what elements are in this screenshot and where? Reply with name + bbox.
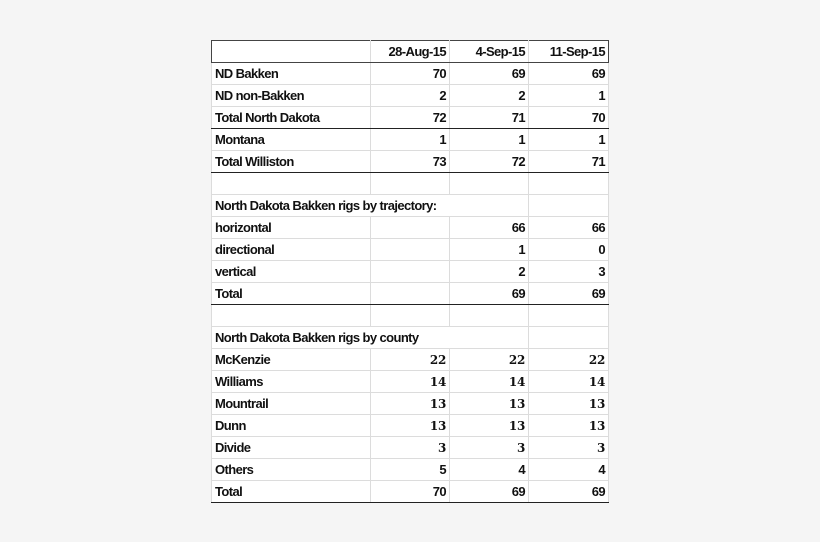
row-value: 5 <box>371 459 450 481</box>
row-value: 13 <box>529 393 609 415</box>
header-date-1: 28-Aug-15 <box>371 41 450 63</box>
row-value: 71 <box>450 107 529 129</box>
table-row-total <box>212 481 609 503</box>
table-row-total <box>212 107 609 129</box>
row-value: 3 <box>450 437 529 459</box>
rig-count-table <box>211 40 609 503</box>
row-value: 66 <box>529 217 609 239</box>
row-value: 13 <box>450 393 529 415</box>
header-row <box>212 41 609 63</box>
row-label: ND non-Bakken <box>212 85 371 107</box>
row-value: 14 <box>371 371 450 393</box>
row-value: 14 <box>450 371 529 393</box>
row-label: Divide <box>212 437 371 459</box>
row-label: Total North Dakota <box>212 107 371 129</box>
table-row <box>212 217 609 239</box>
row-value: 2 <box>450 261 529 283</box>
table-row <box>212 393 609 415</box>
row-value <box>371 239 450 261</box>
row-label: horizontal <box>212 217 371 239</box>
row-label: Total Williston <box>212 151 371 173</box>
row-value: 1 <box>450 129 529 151</box>
row-label: Montana <box>212 129 371 151</box>
table-row-total <box>212 283 609 305</box>
row-value: 70 <box>371 63 450 85</box>
row-value: 69 <box>450 283 529 305</box>
row-label: Mountrail <box>212 393 371 415</box>
row-value: 4 <box>529 459 609 481</box>
row-value: 72 <box>371 107 450 129</box>
row-value: 2 <box>450 85 529 107</box>
row-value: 13 <box>371 415 450 437</box>
spacer-row <box>212 305 609 327</box>
row-value: 1 <box>371 129 450 151</box>
row-label: McKenzie <box>212 349 371 371</box>
row-value: 14 <box>529 371 609 393</box>
row-value: 3 <box>529 437 609 459</box>
table-row <box>212 437 609 459</box>
row-value: 66 <box>450 217 529 239</box>
row-value: 0 <box>529 239 609 261</box>
table-row <box>212 129 609 151</box>
row-value: 72 <box>450 151 529 173</box>
row-label: Williams <box>212 371 371 393</box>
row-label: Total <box>212 481 371 503</box>
row-value: 22 <box>371 349 450 371</box>
section-title-row <box>212 327 609 349</box>
table-row-total <box>212 151 609 173</box>
row-label: Total <box>212 283 371 305</box>
row-value: 4 <box>450 459 529 481</box>
table-row <box>212 239 609 261</box>
row-value: 3 <box>371 437 450 459</box>
row-value: 1 <box>450 239 529 261</box>
table-row <box>212 415 609 437</box>
table-row <box>212 459 609 481</box>
row-value <box>371 261 450 283</box>
row-value: 22 <box>450 349 529 371</box>
spacer-row <box>212 173 609 195</box>
row-value: 13 <box>371 393 450 415</box>
table-row <box>212 63 609 85</box>
row-value: 70 <box>371 481 450 503</box>
row-value: 69 <box>450 63 529 85</box>
table-row <box>212 371 609 393</box>
header-corner-cell <box>212 41 371 63</box>
section-title-row <box>212 195 609 217</box>
rig-count-table-sheet <box>211 40 608 503</box>
row-value: 1 <box>529 129 609 151</box>
row-value: 69 <box>529 63 609 85</box>
row-value: 70 <box>529 107 609 129</box>
table-row <box>212 85 609 107</box>
row-value: 22 <box>529 349 609 371</box>
row-value: 69 <box>450 481 529 503</box>
row-value: 13 <box>529 415 609 437</box>
row-value: 69 <box>529 283 609 305</box>
table-row <box>212 261 609 283</box>
row-value: 13 <box>450 415 529 437</box>
county-section-title: North Dakota Bakken rigs by county <box>212 327 529 349</box>
row-value: 69 <box>529 481 609 503</box>
trajectory-section-title: North Dakota Bakken rigs by trajectory: <box>212 195 529 217</box>
table-row <box>212 349 609 371</box>
row-value <box>371 217 450 239</box>
row-label: Others <box>212 459 371 481</box>
row-value: 1 <box>529 85 609 107</box>
row-label: ND Bakken <box>212 63 371 85</box>
header-date-2: 4-Sep-15 <box>450 41 529 63</box>
row-value <box>371 283 450 305</box>
header-date-3: 11-Sep-15 <box>529 41 609 63</box>
row-value: 2 <box>371 85 450 107</box>
row-value: 3 <box>529 261 609 283</box>
row-label: Dunn <box>212 415 371 437</box>
row-label: directional <box>212 239 371 261</box>
row-value: 71 <box>529 151 609 173</box>
row-value: 73 <box>371 151 450 173</box>
row-label: vertical <box>212 261 371 283</box>
